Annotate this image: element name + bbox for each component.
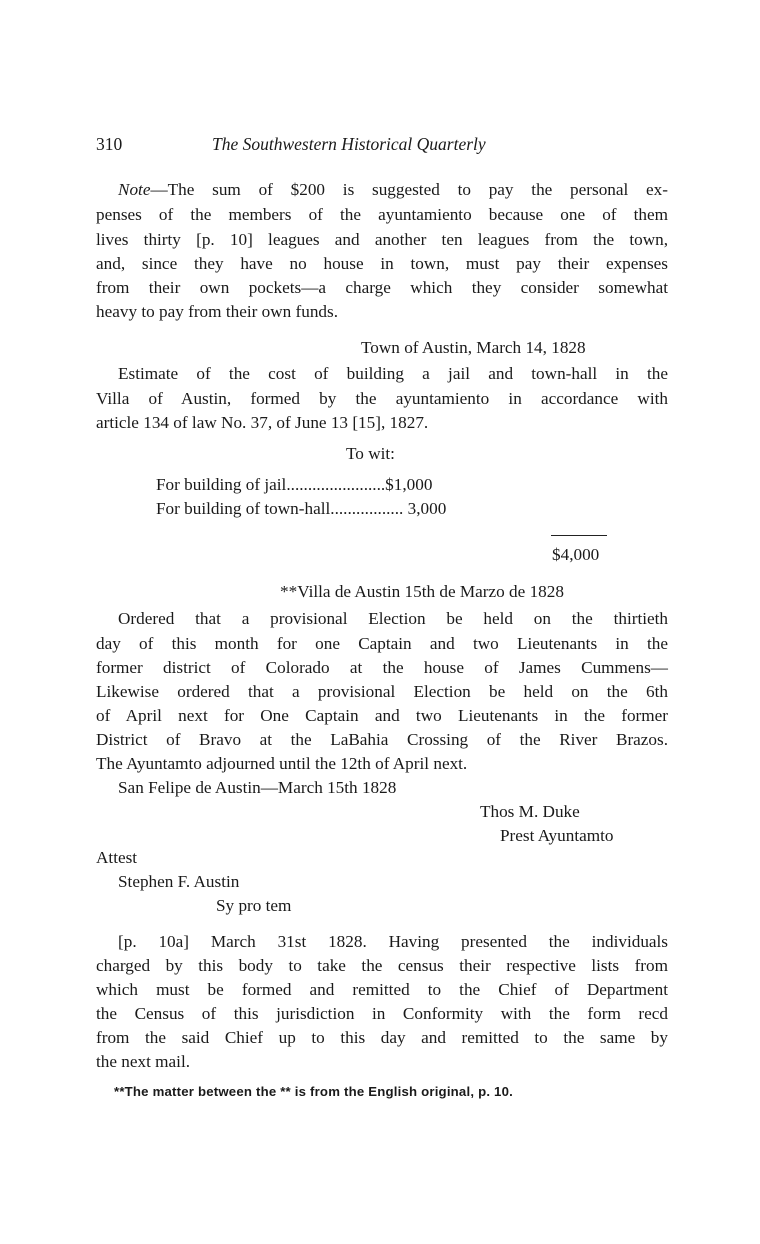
- census-line: from the said Chief up to this day and remitted to the same by: [96, 1028, 668, 1047]
- minutes-line: Ordered that a provisional Election be held on the thirtieth: [118, 609, 668, 628]
- minutes-line: day of this month for one Captain and two Lieutenants in the: [96, 634, 668, 653]
- total-rule: [551, 535, 607, 536]
- footnote: **The matter between the ** is from the English original, p. 10.: [114, 1084, 513, 1099]
- minutes-line: The Ayuntamto adjourned until the 12th of April next.: [96, 754, 468, 773]
- minutes-line: of April next for One Captain and two Lieutenants in the former: [96, 706, 668, 725]
- attest-title: Sy pro tem: [216, 896, 292, 915]
- signer-title: Prest Ayuntamto: [500, 826, 614, 845]
- census-line: the Census of this jurisdiction in Conformity with the form recd: [96, 1004, 668, 1023]
- census-line: which must be formed and remitted to the Chief of Department: [96, 980, 668, 999]
- minutes-line: Likewise ordered that a provisional Election be held on the 6th: [96, 682, 668, 701]
- census-line: charged by this body to take the census their respective lists from: [96, 956, 668, 975]
- estimate-line: article 134 of law No. 37, of June 13 [15], 1827.: [96, 413, 429, 432]
- minutes-line: former district of Colorado at the house of James Cummens—: [96, 658, 668, 677]
- attest-name: Stephen F. Austin: [118, 872, 240, 891]
- note-line: from their own pockets—a charge which they consider somewhat: [96, 278, 668, 297]
- estimate-dateline: Town of Austin, March 14, 1828: [361, 338, 586, 357]
- note-line: penses of the members of the ayuntamiento because one of them: [96, 205, 668, 224]
- estimate-total: $4,000: [552, 545, 600, 564]
- item-amount: $1,000: [385, 475, 433, 494]
- estimate-line: Villa of Austin, formed by the ayuntamiento in accordance with: [96, 389, 668, 408]
- item-leader: .................: [330, 499, 404, 518]
- minutes-dateline: **Villa de Austin 15th de Marzo de 1828: [280, 582, 564, 601]
- item-leader: .......................: [286, 475, 386, 494]
- estimate-line: Estimate of the cost of building a jail and town-hall in the: [118, 364, 668, 383]
- note-line: Note—The sum of $200 is suggested to pay the personal ex-: [118, 180, 668, 199]
- estimate-item: [156, 473, 432, 497]
- place-date: San Felipe de Austin—March 15th 1828: [118, 778, 397, 797]
- estimate-item: [156, 497, 446, 521]
- census-line: the next mail.: [96, 1052, 191, 1071]
- note-line: heavy to pay from their own funds.: [96, 302, 339, 321]
- to-wit-heading: To wit:: [346, 444, 395, 463]
- item-label: For building of town-hall: [156, 499, 331, 518]
- item-label: For building of jail: [156, 475, 287, 494]
- note-line: lives thirty [p. 10] leagues and another ten leagues from the town,: [96, 230, 668, 249]
- journal-title: The Southwestern Historical Quarterly: [212, 134, 486, 154]
- page-number: 310: [96, 134, 123, 154]
- signer-name: Thos M. Duke: [480, 802, 580, 821]
- note-line: and, since they have no house in town, must pay their expenses: [96, 254, 668, 273]
- note-label: Note: [118, 180, 151, 199]
- minutes-line: District of Bravo at the LaBahia Crossing of the River Brazos.: [96, 730, 668, 749]
- census-line: [p. 10a] March 31st 1828. Having presented the individuals: [118, 932, 668, 951]
- item-amount: 3,000: [407, 499, 447, 518]
- attest-label: Attest: [96, 848, 138, 867]
